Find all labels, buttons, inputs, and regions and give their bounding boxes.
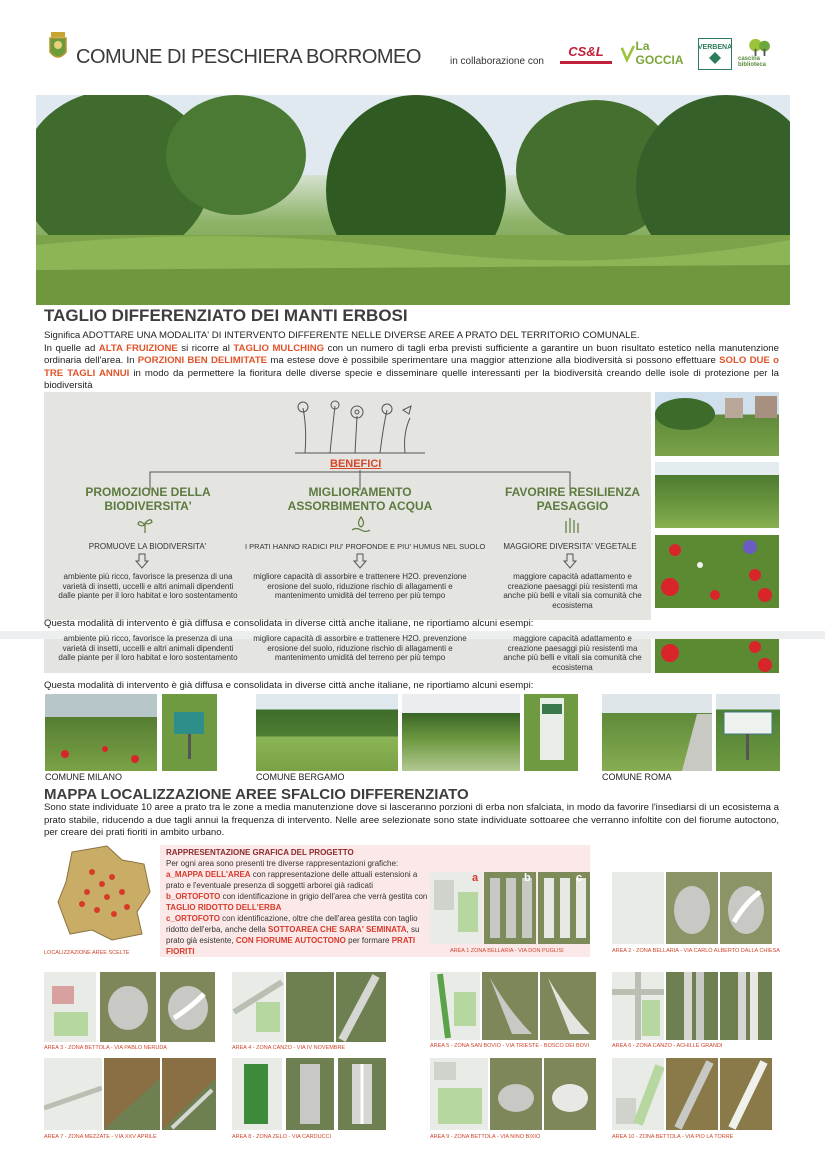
goccia-logo-text: La GOCCIA: [635, 39, 684, 67]
milano-park-image: [45, 694, 157, 771]
area3-ortho-b: [100, 972, 156, 1042]
benefit-sub-acqua: I PRATI HANNO RADICI PIU' PROFONDE E PIU' HUMUS NEL SUOLO: [245, 542, 486, 551]
ortho-image: [666, 1058, 718, 1130]
arrow-down-icon: [352, 553, 368, 569]
localization-caption: LOCALIZZAZIONE AREE SCELTE: [44, 950, 130, 956]
area5-ortho-c: [540, 972, 596, 1040]
hero-meadow-photo: [36, 95, 790, 305]
benefit-sub-biodiversita: PROMUOVE LA BIODIVERSITA': [88, 542, 207, 551]
roma-photo-1: [602, 694, 712, 771]
repr-title: RAPPRESENTAZIONE GRAFICA DEL PROGETTO: [166, 848, 354, 857]
arrow-down-icon: [134, 553, 150, 569]
ortho-image: [104, 1058, 160, 1130]
area2-ortho-b: [666, 872, 718, 944]
municipal-crest-icon: [46, 30, 70, 64]
bergamo-photo-2: [402, 694, 520, 771]
repr-red-b: TAGLIO RIDOTTO DELL'ERBA: [166, 903, 282, 912]
area-caption-1: AREA 1 ZONA BELLARIA - VIA DON PUGLISI: [450, 948, 564, 954]
area-caption-8: AREA 8 - ZONA ZELO - VIA CARDUCCI: [232, 1134, 332, 1140]
area10-map-panel: [612, 1058, 664, 1130]
benefit-desc-acqua: migliore capacità di assorbire e trattenere H2O. prevenzione erosione del suolo, riduzione rischio di allagamenti e mantenimento umidità del terreno per più tempo: [253, 572, 467, 600]
ortho-image: [720, 972, 772, 1040]
intro-line-2: [44, 343, 779, 393]
verbena-logo-text: VERBENA: [697, 43, 733, 51]
area-map-image: [430, 1058, 488, 1130]
area-map-image: [430, 972, 480, 1040]
intro-line-1: Significa ADOTTARE UNA MODALITA' DI INTERVENTO DIFFERENTE NELLE DIVERSE AREE A PRATO DEL TERRITORIO COMUNALE.: [44, 330, 640, 341]
poppy-photo-duplicate: [655, 639, 779, 673]
benefit-desc-biodiversita: ambiente più ricco, favorisce la presenza di una varietà di insetti, uccelli e altri animali dipendenti dalle piante per il loro habitat e loro sostentamento: [58, 572, 238, 600]
area7-ortho-c: [162, 1058, 216, 1130]
ortho-image: [286, 1058, 334, 1130]
area8-ortho-c: [338, 1058, 386, 1130]
ortho-image: [336, 972, 386, 1042]
section-title-taglio: TAGLIO DIFFERENZIATO DEI MANTI ERBOSI: [44, 306, 408, 325]
cascina-logo-text: cascina biblioteca: [738, 56, 767, 68]
ortho-image: [544, 1058, 596, 1130]
highlight-alta-fruizione: ALTA FRUIZIONE: [98, 342, 178, 354]
tree-logo-icon: [745, 38, 775, 56]
municipality-map-icon: [52, 842, 156, 946]
area-map-image: [232, 1058, 282, 1130]
area-caption-2: AREA 2 - ZONA BELLARIA - VIA CARLO ALBERTO DALLA CHIESA: [612, 948, 780, 954]
repr-label-b: b_ORTOFOTO: [166, 892, 221, 901]
ortho-image: [540, 972, 596, 1040]
text-segment: in modo da permettere la fioritura delle diverse specie e disseminare quelle interessanti per la biodiversità creando delle isole di protezione per la biodiversità: [44, 367, 779, 391]
representation-text: [166, 847, 428, 957]
benefici-label: BENEFICI: [330, 458, 382, 470]
benefit-head-acqua: MIGLIORAMENTO ASSORBIMENTO ACQUA: [287, 485, 433, 513]
intro-paragraph: [44, 330, 779, 393]
ortho-image: [338, 1058, 386, 1130]
area6-map-panel: [612, 972, 664, 1040]
area1-ortho-c: [538, 872, 590, 944]
examples-intro-1: Questa modalità di intervento è già diffusa e consolidata in diverse città anche italiane, ne riportiamo alcuni esempi:: [44, 618, 534, 629]
ortho-image: [538, 872, 590, 944]
area-map-image: [44, 1058, 102, 1130]
dup-desc-3: maggiore capacità adattamento e creazione paesaggi più resistenti ma anche più belli e vitali sia comunità che ecosistema: [503, 634, 642, 672]
meadow-photo-2: [655, 462, 779, 528]
page-title: COMUNE DI PESCHIERA BORROMEO: [76, 46, 421, 68]
area5-ortho-b: [482, 972, 538, 1040]
area9-ortho-b: [490, 1058, 542, 1130]
text-segment: si ricorre al: [177, 342, 234, 354]
examples-intro-2: Questa modalità di intervento è già diffusa e consolidata in diverse città anche italiane, ne riportiamo alcuni esempi:: [44, 680, 534, 691]
city-caption-roma: COMUNE ROMA: [602, 772, 672, 782]
text-segment: In quelle ad: [44, 342, 99, 354]
poppy-meadow-photo: [655, 535, 779, 608]
verbena-leaf-icon: [708, 51, 722, 65]
cascina-biblioteca-logo: [738, 38, 782, 68]
dup-desc-1: ambiente più ricco, favorisce la presenza di una varietà di insetti, uccelli e altri animali dipendenti dalle piante per il loro habitat e loro sostentamento: [58, 634, 238, 662]
cs-and-l-logo: [560, 42, 612, 64]
text-segment: ma estese dove è possibile sperimentare una maggior attenzione alla biodiversità si possono effettuare: [267, 355, 720, 366]
ortho-image: [720, 1058, 772, 1130]
highlight-porzioni: PORZIONI BEN DELIMITATE: [137, 355, 268, 366]
meadow-trees-image: [36, 95, 790, 305]
ortho-image: [482, 972, 538, 1040]
area3-ortho-c: [160, 972, 215, 1042]
grass-icon: [562, 515, 582, 535]
area9-ortho-c: [544, 1058, 596, 1130]
repr-red-c3: PRATI FIORITI: [166, 936, 416, 956]
ortho-image: [162, 1058, 216, 1130]
area-map-image: [232, 972, 284, 1042]
milano-sign-image: [162, 694, 217, 771]
map-paragraph: Sono state individuate 10 aree a prato tra le zone a media manutenzione dove si lasceranno porzioni di erba non sfalciata, in modo da favorire l'insediarsi di un ecosistema a prato stabile, riducendo a due tagli annui la frequenza di intervento. Nelle aree selezionate sono state individuate sottoaree che verranno infoltite con del fiorume autoctono, per creare dei prati fioriti in ambito urbano.: [44, 802, 779, 838]
ortho-image: [490, 1058, 542, 1130]
text-segment: con identificazione, oltre che dell'area gestita con taglio ridotto dell'erba, anche della: [166, 914, 418, 934]
area7-ortho-b: [104, 1058, 160, 1130]
benefit-head-biodiversita: PROMOZIONE DELLA BIODIVERSITA': [85, 485, 211, 513]
area4-ortho-b: [286, 972, 334, 1042]
ortho-image: [160, 972, 215, 1042]
poppies-image: [655, 535, 779, 608]
highlight-due-tre-tagli: SOLO DUE o TRE TAGLI ANNUI: [44, 355, 779, 379]
la-goccia-logo: [620, 38, 692, 68]
bergamo-sign-image: [524, 694, 578, 771]
panel-letter-c: c: [576, 872, 583, 884]
dup-desc-2: migliore capacità di assorbire e trattenere H2O. prevenzione erosione del suolo, riduzione rischio di allagamenti e mantenimento umidità del terreno per più tempo: [253, 634, 467, 662]
text-segment: con un numero di tagli erba previsti sufficiente a garantire un buon risultato estetico nella manutenzione ordinaria dell'area. In: [44, 342, 779, 366]
area-caption-5: AREA 5 - ZONA SAN BOVIO - VIA TRIESTE - BOSCO DEI BOVI: [430, 1043, 590, 1049]
area-caption-10: AREA 10 - ZONA BETTOLA - VIA PIO LA TORRE: [612, 1134, 734, 1140]
area2-ortho-c: [720, 872, 772, 944]
meadow-photo-1: [655, 392, 779, 456]
sprout-icon: [135, 515, 155, 535]
verbena-logo: [698, 38, 732, 70]
area-map-image: [612, 972, 664, 1040]
repr-label-c: c_ORTOFOTO: [166, 914, 220, 923]
area2-map-panel: [612, 872, 664, 944]
highlight-taglio-mulching: TAGLIO MULCHING: [233, 342, 325, 354]
area-map-image: [44, 972, 96, 1042]
area10-ortho-b: [666, 1058, 718, 1130]
repr-red-c2: CON FIORUME AUTOCTONO: [235, 936, 346, 945]
milano-photo-2: [162, 694, 217, 771]
area8-map-panel: [232, 1058, 282, 1130]
text-segment: con identificazione in grigio dell'area che verrà gestita con: [220, 892, 428, 901]
text-segment: per formare: [345, 936, 392, 945]
repr-line-1: Per ogni area sono presenti tre diverse rappresentazioni grafiche:: [166, 859, 399, 868]
benefit-sub-resilienza: MAGGIORE DIVERSITA' VEGETALE: [503, 542, 637, 551]
repr-item-a: [166, 869, 428, 891]
section-title-mappa: MAPPA LOCALIZZAZIONE AREE SFALCIO DIFFERENZIATO: [44, 786, 469, 803]
text-segment: con rappresentazione delle attuali estensioni a prato e l'eventuale presenza di soggetti arborei già radicati: [166, 870, 418, 890]
area-caption-7: AREA 7 - ZONA MEZZATE - VIA XXV APRILE: [44, 1134, 157, 1140]
repr-item-c: [166, 913, 428, 957]
wildflowers-illustration-icon: [285, 398, 435, 456]
roma-photo-2: [716, 694, 780, 771]
roma-path-image: [602, 694, 712, 771]
collab-label: in collaborazione con: [450, 56, 544, 67]
area-map-image: [612, 1058, 664, 1130]
area6-ortho-c: [720, 972, 772, 1040]
water-icon: [350, 515, 372, 535]
text-segment: , su prato già esistente,: [166, 925, 420, 945]
area-caption-9: AREA 9 - ZONA BETTOLA - VIA NINO BIXIO: [430, 1134, 541, 1140]
cs-logo-text: CS&L: [568, 44, 604, 59]
repr-label-a: a_MAPPA DELL'AREA: [166, 870, 251, 879]
repr-red-c1: SOTTOAREA CHE SARA' SEMINATA: [268, 925, 407, 934]
ortho-image: [100, 972, 156, 1042]
roma-sign-image: [716, 694, 780, 771]
area4-ortho-c: [336, 972, 386, 1042]
area6-ortho-b: [666, 972, 718, 1040]
ortho-image: [666, 872, 718, 944]
area-caption-6: AREA 6 - ZONA CANZO - ACHILLE GRANDI: [612, 1043, 723, 1049]
area8-ortho-b: [286, 1058, 334, 1130]
goccia-drop-icon: [620, 43, 636, 63]
area5-map-panel: [430, 972, 480, 1040]
benefit-head-resilienza: FAVORIRE RESILIENZA PAESAGGIO: [504, 485, 641, 513]
poppies-image: [655, 639, 779, 673]
ortho-image: [666, 972, 718, 1040]
area-caption-4: AREA 4 - ZONA CANZO - VIA IV NOVEMBRE: [232, 1045, 346, 1051]
milano-photo-1: [45, 694, 157, 771]
area9-map-panel: [430, 1058, 488, 1130]
bergamo-photo-1: [256, 694, 398, 771]
area3-map-panel: [44, 972, 96, 1042]
panel-letter-b: b: [524, 872, 531, 884]
city-caption-bergamo: COMUNE BERGAMO: [256, 772, 345, 782]
buildings-meadow-image: [655, 392, 779, 456]
bergamo-photo-3: [524, 694, 578, 771]
arrow-down-icon: [562, 553, 578, 569]
area-caption-3: AREA 3 - ZONA BETTOLA - VIA PABLO NERUDA: [44, 1045, 167, 1051]
city-caption-milano: COMUNE MILANO: [45, 772, 123, 782]
benefit-desc-resilienza: maggiore capacità adattamento e creazione paesaggi più resistenti ma anche più belli e vitali sia comunità che ecosistema: [503, 572, 642, 610]
panel-letter-a: a: [472, 872, 479, 884]
ortho-image: [720, 872, 772, 944]
area7-map-panel: [44, 1058, 102, 1130]
area4-map-panel: [232, 972, 284, 1042]
repr-item-b: [166, 891, 428, 913]
area10-ortho-c: [720, 1058, 772, 1130]
